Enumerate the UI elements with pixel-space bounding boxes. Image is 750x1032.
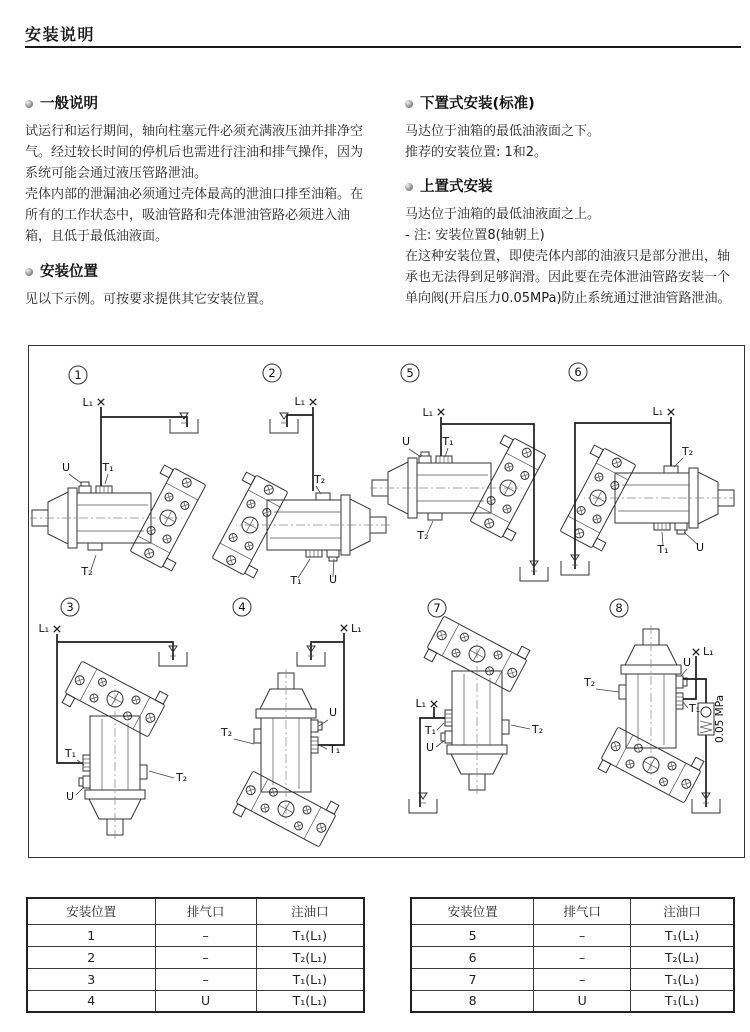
check-valve-symbol <box>698 703 714 735</box>
label-leader-line <box>69 474 81 483</box>
label-leader-line <box>436 741 444 747</box>
paragraph-general-2: 壳体内部的泄漏油必须通过壳体最高的泄油口排至油箱。在所有的工作状态中，吸油管路和壳体泄油管路必须进入油箱，且低于最低油液面。 <box>25 187 364 244</box>
port-label-t2: T₂ <box>81 565 93 578</box>
port-label-t1: T₁ <box>442 435 454 448</box>
bullet-icon <box>25 268 33 276</box>
label-leader-line <box>234 739 254 744</box>
label-leader-line <box>149 771 174 778</box>
port-label-l1: L₁ <box>294 395 305 408</box>
port-label-u: U <box>61 461 71 474</box>
diagram-number: 6 <box>574 365 582 379</box>
table-cell: T₁(L₁) <box>256 968 364 990</box>
left-column <box>25 94 375 310</box>
table-cell: T₁(L₁) <box>631 968 734 990</box>
leak-line-pipe <box>287 415 313 427</box>
diagram-number: 1 <box>74 368 82 382</box>
bullet-icon <box>405 183 413 191</box>
port-label-t1: T₁ <box>64 747 76 760</box>
install-table-5-8 <box>410 897 735 1013</box>
section-heading-text: 上置式安装 <box>420 179 493 195</box>
table-header-row <box>411 898 734 924</box>
port-label-t1: T₁ <box>657 543 669 556</box>
diagram-number: 3 <box>66 600 74 614</box>
table-cell: T₁(L₁) <box>256 990 364 1012</box>
section-heading-below-tank <box>405 94 739 114</box>
table-cell: T₁(L₁) <box>631 924 734 946</box>
diagram-position-7 <box>390 595 570 853</box>
section-heading-general <box>25 94 375 114</box>
paragraph-above-2: 在这种安装位置，即使壳体内部的油液只是部分泄出，轴承也无法得到足够润滑。因此要在壳体泄油管路安装一个单向阀(开启压力0.05MPa)防止系统通过泄油管路泄油。 <box>405 249 731 306</box>
bullet-icon <box>405 100 413 108</box>
section-heading-text: 安装位置 <box>40 264 98 280</box>
port-label-l1: L₁ <box>703 645 714 658</box>
table-cell: 3 <box>27 968 155 990</box>
table-cell: T₁(L₁) <box>631 990 734 1012</box>
leak-line-pipe <box>57 642 173 660</box>
tank-symbol <box>409 793 437 813</box>
table-cell: T₂(L₁) <box>631 946 734 968</box>
section-heading-text: 一般说明 <box>40 96 98 112</box>
port-label-t2: T₂ <box>417 529 429 542</box>
table-cell: 6 <box>411 946 534 968</box>
port-label-t1: T₁ <box>102 461 114 474</box>
port-label-u: U <box>682 656 692 669</box>
diagram-position-6 <box>550 355 735 595</box>
port-label-t1: T₁ <box>689 702 701 715</box>
diagram-position-4 <box>205 595 385 853</box>
diagram-position-2 <box>210 355 390 592</box>
port-label-u: U <box>695 541 705 554</box>
port-label-l1: L₁ <box>422 406 433 419</box>
bullet-icon <box>25 100 33 108</box>
leak-line-pipe <box>311 642 344 660</box>
port-label-t1: T₁ <box>290 574 302 587</box>
diagram-position-1 <box>30 355 210 592</box>
install-table-1-4 <box>26 897 365 1013</box>
label-leader-line <box>105 474 108 484</box>
leak-line-pipe <box>57 634 83 763</box>
table-cell: 5 <box>411 924 534 946</box>
table-cell: – <box>155 968 256 990</box>
diagram-position-5 <box>370 355 550 595</box>
column-header: 排气口 <box>155 898 256 924</box>
table-cell: – <box>534 924 631 946</box>
plug-x-mark <box>310 399 316 405</box>
port-label-t1: T₁ <box>329 743 341 756</box>
diagram-number: 2 <box>268 366 276 380</box>
motor-drawing <box>596 625 705 812</box>
section-heading-text: 下置式安装(标准) <box>420 96 535 112</box>
paragraph-above-1: 马达位于油箱的最低油液面之上。 <box>405 207 601 222</box>
port-label-l1: L₁ <box>652 405 663 418</box>
motor-drawing <box>30 463 210 572</box>
label-leader-line <box>437 723 444 730</box>
column-header: 排气口 <box>534 898 631 924</box>
port-label-t2: T₂ <box>584 676 596 689</box>
plug-x-mark <box>431 701 437 707</box>
label-leader-line <box>319 720 328 726</box>
plug-x-mark <box>54 626 60 632</box>
paragraph-above-note: - 注: 安装位置8(轴朝上) <box>405 228 545 243</box>
table-row <box>27 946 364 968</box>
table-row <box>411 968 734 990</box>
column-header: 注油口 <box>631 898 734 924</box>
diagram-position-3 <box>30 595 210 853</box>
column-header: 注油口 <box>256 898 364 924</box>
motor-drawing <box>231 669 340 853</box>
paragraph-position: 见以下示例。可按要求提供其它安装位置。 <box>25 292 273 307</box>
port-label-u: U <box>425 741 434 754</box>
plug-x-mark <box>693 649 699 655</box>
table-cell: – <box>155 924 256 946</box>
page-title: 安装说明 <box>25 25 96 44</box>
motor-drawing <box>60 652 169 839</box>
table-cell: 8 <box>411 990 534 1012</box>
diagram-position-8 <box>570 595 740 853</box>
leak-line-pipe <box>696 679 706 703</box>
table-header-row <box>27 898 364 924</box>
port-label-t2: T₂ <box>176 771 188 784</box>
valve-pressure-label: 0.05 MPa <box>714 694 726 744</box>
paragraph-below-1: 马达位于油箱的最低油液面之下。 <box>405 124 601 139</box>
table-cell: 2 <box>27 946 155 968</box>
motor-drawing <box>551 443 735 552</box>
port-label-l1: L₁ <box>82 396 93 409</box>
plug-x-mark <box>668 409 674 415</box>
diagram-number: 4 <box>238 600 246 614</box>
port-label-u: U <box>65 790 74 803</box>
diagram-number: 7 <box>433 601 441 615</box>
table-cell: U <box>534 990 631 1012</box>
label-leader-line <box>681 669 687 676</box>
diagram-number: 8 <box>615 601 623 615</box>
paragraph-below-2: 推荐的安装位置: 1和2。 <box>405 145 548 160</box>
diagram-number: 5 <box>406 366 414 380</box>
port-label-t2: T₂ <box>221 726 233 739</box>
table-row <box>27 968 364 990</box>
leak-line-pipe <box>683 679 696 699</box>
table-cell: – <box>534 968 631 990</box>
plug-x-mark <box>98 399 104 405</box>
motor-drawing <box>370 433 550 542</box>
table-cell: 4 <box>27 990 155 1012</box>
table-row <box>411 946 734 968</box>
table-cell: T₂(L₁) <box>256 946 364 968</box>
tank-symbol <box>170 413 198 433</box>
label-leader-line <box>511 725 530 729</box>
table-row <box>411 990 734 1012</box>
table-cell: 7 <box>411 968 534 990</box>
title-rule <box>25 46 741 48</box>
section-heading-above-tank <box>405 177 739 197</box>
label-leader-line <box>596 689 619 692</box>
port-label-u: U <box>329 706 338 719</box>
table-row <box>411 924 734 946</box>
table-row <box>27 990 364 1012</box>
port-label-l1: L₁ <box>415 697 426 710</box>
plug-x-mark <box>341 625 347 631</box>
port-label-t2: T₂ <box>682 445 694 458</box>
label-leader-line <box>683 702 688 708</box>
table-cell: U <box>155 990 256 1012</box>
port-label-u: U <box>328 573 338 586</box>
port-label-l1: L₁ <box>38 622 49 635</box>
leak-line-pipe <box>101 417 187 427</box>
table-cell: – <box>534 946 631 968</box>
port-label-t2: T₂ <box>314 473 326 486</box>
table-row <box>27 924 364 946</box>
right-column <box>405 94 739 309</box>
port-label-l1: L₁ <box>351 622 362 635</box>
port-label-t1: T₁ <box>424 724 436 737</box>
motor-drawing <box>422 607 531 794</box>
table-cell: 1 <box>27 924 155 946</box>
paragraph-general-1: 试运行和运行期间，轴向柱塞元件必须充满液压油并排净空气。经过较长时间的停机后也需进行注油和排气操作，因为系统可能会通过液压管路泄油。 <box>25 124 364 181</box>
port-label-u: U <box>401 435 411 448</box>
port-label-t2: T₂ <box>532 723 544 736</box>
label-leader-line <box>76 787 84 795</box>
label-leader-line <box>409 449 421 457</box>
motor-drawing <box>210 470 390 579</box>
column-header: 安装位置 <box>27 898 155 924</box>
table-cell: – <box>155 946 256 968</box>
table-cell: T₁(L₁) <box>256 924 364 946</box>
tank-symbol <box>270 413 298 433</box>
plug-x-mark <box>438 409 444 415</box>
column-header: 安装位置 <box>411 898 534 924</box>
section-heading-position <box>25 262 375 282</box>
